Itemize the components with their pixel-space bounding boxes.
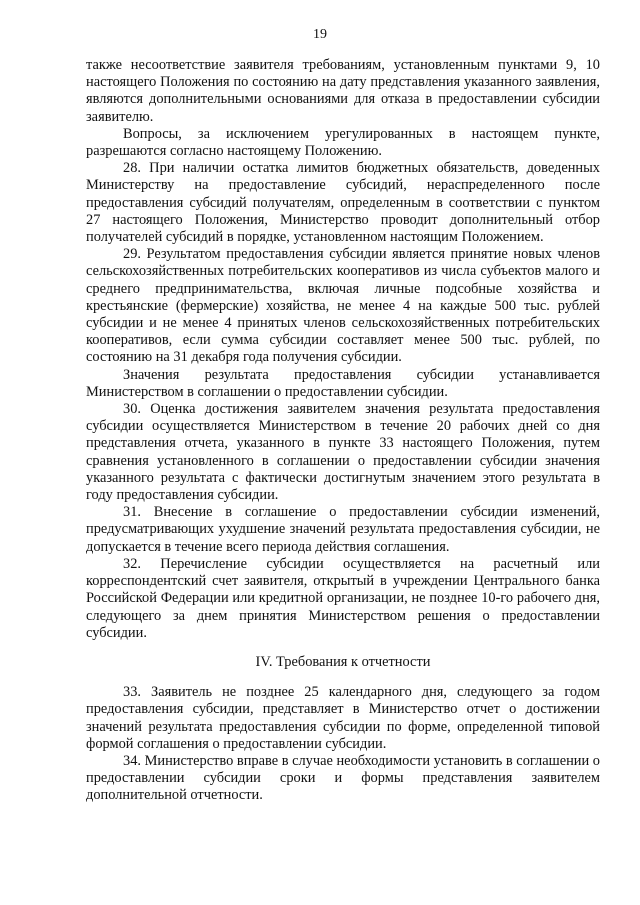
section-heading: IV. Требования к отчетности <box>255 653 431 670</box>
paragraph-33: 33. Заявитель не позднее 25 календарного дня, следующего за годом предоставления субсидии, представляет в Министерство отчет о достижении значений результата предоставления субсидии по форме, определенной типовой формой соглашения о предоставлении субсидии. <box>86 684 600 752</box>
page-number: 19 <box>313 27 327 42</box>
paragraph-34: 34. Министерство вправе в случае необходимости установить в соглашении о предоставлении субсидии сроки и формы представления заявителем дополнительной отчетности. <box>86 752 600 804</box>
paragraph-28: 28. При наличии остатка лимитов бюджетных обязательств, доведенных Министерству на предоставление субсидий, нераспределенного после предоставления субсидий получателям, определенным в соответствии с пунктом 27 настоящего Положения, Министерство проводит дополнительный отбор получателей субсидий в порядке, установленном настоящим Положением. <box>86 160 600 246</box>
paragraph-30: 30. Оценка достижения заявителем значения результата предоставления субсидии осуществляется Министерством в течение 20 рабочих дней со дня представления отчета, указанного в пункте 33 настоящего Положения, путем сравнения установленного в соглашении о предоставлении субсидии значения указанного результата с фактически достигнутым значением этого результата в году предоставления субсидии. <box>86 401 600 504</box>
paragraph-31: 31. Внесение в соглашение о предоставлении субсидии изменений, предусматривающих ухудшение значений результата предоставления субсидии, не допускается в течение всего периода действия соглашения. <box>86 504 600 555</box>
paragraph-32: 32. Перечисление субсидии осуществляется на расчетный или корреспондентский счет заявителя, открытый в учреждении Центрального банка Российской Федерации или кредитной организации, не позднее 10-го рабочего дня, следующего за днем принятия Министерством решения о предоставлении субсидии. <box>86 555 600 641</box>
paragraph-29: 29. Результатом предоставления субсидии является принятие новых членов сельскохозяйственных потребительских кооперативов из числа субъектов малого и среднего предпринимательства, включая личные подсобные хозяйства и крестьянские (фермерские) хозяйства, не менее 4 на каждые 500 тыс. рублей субсидии и не менее 4 принятых членов сельскохозяйственных потребительских кооперативов, если сумма субсидии составляет менее 500 тыс. рублей, по состоянию на 31 декабря года получения субсидии. <box>86 246 600 366</box>
paragraph-questions: Вопросы, за исключением урегулированных в настоящем пункте, разрешаются согласно настоящему Положению. <box>86 125 600 160</box>
document-body <box>86 57 600 805</box>
paragraph-29-values: Значения результата предоставления субсидии устанавливается Министерством в соглашении о предоставлении субсидии. <box>86 366 600 400</box>
paragraph-continued: также несоответствие заявителя требованиям, установленным пунктами 9, 10 настоящего Положения по состоянию на дату представления указанного заявления, являются дополнительными основаниями для отказа в предоставлении субсидии заявителю. <box>86 57 600 125</box>
